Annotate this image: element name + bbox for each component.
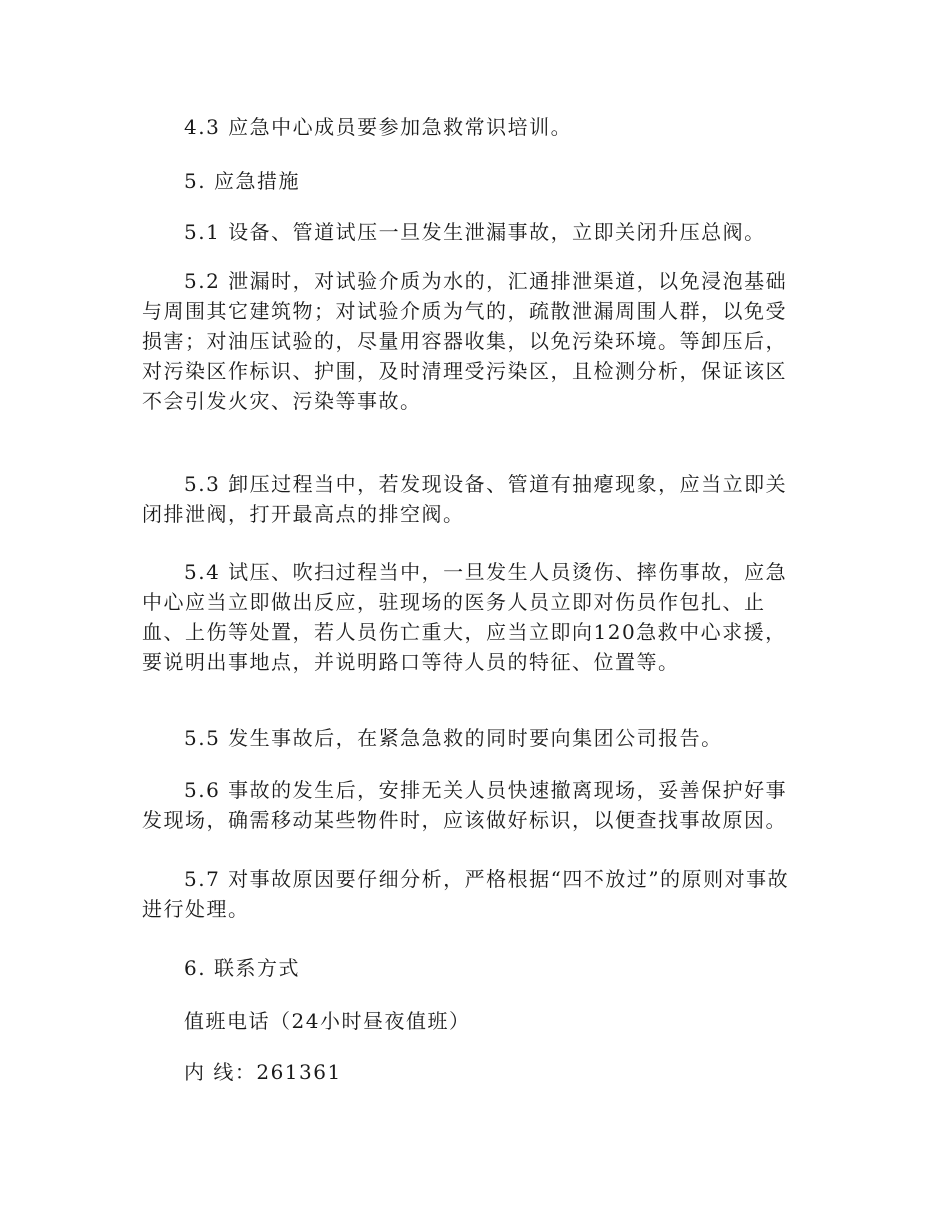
paragraph-5-6: 5.6 事故的发生后，安排无关人员快速撤离现场，妥善保护好事发现场，确需移动某些物件时，应该做好标识，以便查找事故原因。 bbox=[142, 778, 788, 832]
internal-line-number: 内 线：261361 bbox=[184, 1060, 342, 1084]
paragraph-5-4: 5.4 试压、吹扫过程当中，一旦发生人员烫伤、摔伤事故，应急中心应当立即做出反应，驻现场的医务人员立即对伤员作包扎、止血、上伤等处置，若人员伤亡重大，应当立即向120急救中心求援，要说明出事地点，并说明路口等待人员的特征、位置等。 bbox=[142, 560, 788, 674]
paragraph-5-2: 5.2 泄漏时，对试验介质为水的，汇通排泄渠道，以免浸泡基础与周围其它建筑物；对试验介质为气的，疏散泄漏周围人群，以免受损害；对油压试验的，尽量用容器收集，以免污染环境。等卸压后，对污染区作标识、护围，及时清理受污染区，且检测分析，保证该区不会引发火灾、污染等事故。 bbox=[142, 269, 788, 413]
section-heading-6: 6. 联系方式 bbox=[184, 956, 300, 980]
duty-phone-label: 值班电话（24小时昼夜值班） bbox=[184, 1009, 471, 1033]
paragraph-5-1: 5.1 设备、管道试压一旦发生泄漏事故，立即关闭升压总阀。 bbox=[184, 220, 766, 244]
paragraph-5-5: 5.5 发生事故后，在紧急急救的同时要向集团公司报告。 bbox=[184, 726, 723, 750]
section-heading-5: 5. 应急措施 bbox=[184, 169, 300, 193]
paragraph-5-3: 5.3 卸压过程当中，若发现设备、管道有抽瘪现象，应当立即关闭排泄阀，打开最高点的排空阀。 bbox=[142, 472, 788, 526]
paragraph-5-7: 5.7 对事故原因要仔细分析，严格根据“四不放过”的原则对事故进行处理。 bbox=[142, 867, 790, 921]
paragraph-4-3: 4.3 应急中心成员要参加急救常识培训。 bbox=[184, 115, 573, 139]
